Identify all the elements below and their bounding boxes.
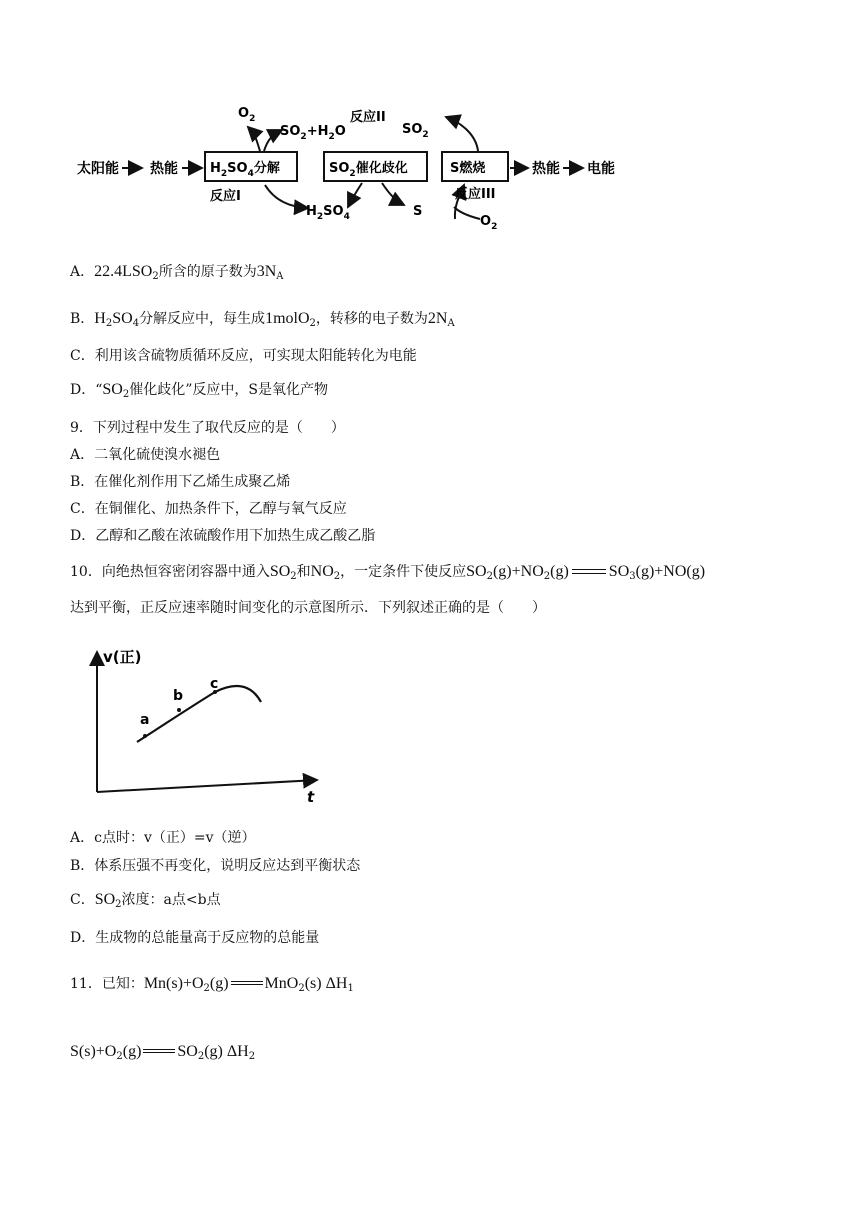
- rate-curve-shape: [137, 686, 261, 742]
- heat-energy-label-1: 热能: [150, 161, 178, 177]
- heat-energy-label-2: 热能: [532, 161, 560, 177]
- rate-curve-final: [137, 686, 268, 742]
- svg-text:O2: $O_2$: [480, 214, 498, 232]
- solar-energy-label: 太阳能: [77, 161, 119, 177]
- q8-option-b: B．$H_2SO_4$分解反应中，每生成1molO$_2$，转移的电子数为$2N_A$: [70, 310, 455, 329]
- q8-option-c: C．利用该含硫物质循环反应，可实现太阳能转化为电能: [70, 348, 417, 364]
- svg-text:SO2+H2O: $SO_2+H_2O$: [280, 124, 346, 142]
- q10-option-b: B．体系压强不再变化，说明反应达到平衡状态: [70, 858, 361, 874]
- q10-option-c: C．$SO_2$浓度：a点<b点: [70, 891, 221, 910]
- rate-curve-main: [137, 679, 277, 742]
- y-axis-label: v(正): [103, 648, 142, 666]
- point-c-label: c: [210, 676, 219, 692]
- x-axis: [97, 780, 317, 792]
- svg-text:SO2催化歧化: $SO_2$催化歧化: [329, 161, 408, 179]
- reaction-3-label: 反应III: [455, 187, 496, 202]
- svg-text:H2SO4分解: $H_2SO_4$分解: [210, 161, 280, 179]
- q10-stem-line1: 10．向绝热恒容密闭容器中通入$SO_2$和$NO_2$，一定条件下使反应$SO_2(g)+NO_2(g)$ $SO_3(g)+NO(g)$: [70, 563, 706, 582]
- forward-rate-curve: [137, 688, 261, 742]
- point-b: [177, 708, 181, 712]
- q10-option-a: A．c点时：v（正）=v（逆）: [70, 830, 256, 846]
- svg-text:H2SO4: $H_2SO_4$: [306, 204, 350, 222]
- rate-curve-line: [137, 684, 279, 742]
- q9-option-a: A．二氧化硫使溴水褪色: [70, 447, 221, 463]
- rate-time-chart: [85, 640, 335, 810]
- velocity-curve: [137, 686, 265, 742]
- q8-option-a: A．$22.4LSO_2$所含的原子数为$3N_A$: [70, 263, 284, 282]
- q9-option-c: C．在铜催化、加热条件下，乙醇与氧气反应: [70, 501, 347, 517]
- q11-eq1: 11．已知：$Mn(s)+O_2(g)$ MnO$_2$(s) $\Delta H_1$: [70, 975, 354, 994]
- q9-stem: 9．下列过程中发生了取代反应的是（ ）: [70, 420, 345, 436]
- sulfur-product-label: S: [413, 204, 423, 219]
- q9-option-d: D．乙醇和乙酸在浓硫酸作用下加热生成乙酸乙脂: [70, 528, 376, 544]
- curve: [137, 685, 267, 742]
- q11-eq2: $S(s)+O_2(g)$ $SO_2(g)$ $\Delta H_2$: [70, 1043, 256, 1062]
- reaction-2-label: 反应II: [350, 110, 386, 125]
- q10-option-d: D．生成物的总能量高于反应物的总能量: [70, 930, 320, 946]
- rate-curve-drawn: [137, 685, 263, 742]
- sulfur-combustion-label: S燃烧: [450, 161, 486, 176]
- equilibrium-arrow: [572, 567, 606, 577]
- x-axis-label: t: [307, 788, 315, 806]
- sulfur-cycle-diagram: [60, 95, 640, 235]
- svg-text:O2: $O_2$: [238, 106, 256, 124]
- reaction-1-label: 反应I: [210, 189, 241, 204]
- point-a-label: a: [140, 712, 150, 728]
- q8-option-d: D．“$SO_2$催化歧化”反应中，S是氧化产物: [70, 381, 328, 400]
- q10-stem-line2: 达到平衡，正反应速率随时间变化的示意图所示．下列叙述正确的是（ ）: [70, 600, 546, 616]
- point-a: [143, 734, 147, 738]
- point-b-label: b: [173, 688, 184, 704]
- electric-energy-label: 电能: [587, 161, 615, 177]
- q9-option-b: B．在催化剂作用下乙烯生成聚乙烯: [70, 474, 291, 490]
- svg-text:SO2: $SO_2$: [402, 122, 429, 140]
